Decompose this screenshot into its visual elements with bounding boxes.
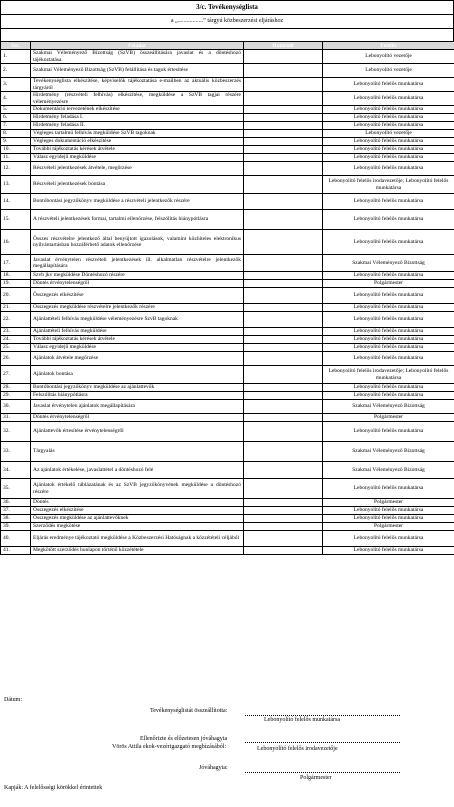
row-responsible: Lebonyolító felelős irodavezetője; Lebonyolító felelős munkatársa xyxy=(323,176,454,194)
row-responsible: Lebonyolító felelős munkatársa xyxy=(323,352,454,366)
row-deadline xyxy=(244,462,323,479)
approved-role: Polgármester xyxy=(300,775,332,781)
row-responsible: Szakmai Véleményező Bizottság xyxy=(323,442,454,462)
table-row xyxy=(1,531,454,547)
row-deadline xyxy=(244,176,323,194)
row-responsible: Lebonyolító felelős munkatársa xyxy=(323,210,454,230)
row-task: Ajánlattételi felhívás megküldése xyxy=(31,328,244,336)
row-number: 32. xyxy=(1,422,31,442)
row-number: 20. xyxy=(1,288,31,304)
row-deadline xyxy=(244,154,323,162)
row-deadline xyxy=(244,130,323,138)
row-task: Hirdetmény feladása II. xyxy=(31,122,244,130)
row-responsible: Lebonyolító felelős irodavezetője; Lebonyolító felelős munkatársa xyxy=(323,366,454,384)
row-deadline xyxy=(244,384,323,392)
table-row xyxy=(1,414,454,422)
row-deadline xyxy=(244,352,323,366)
row-deadline xyxy=(244,312,323,328)
row-number: 40. xyxy=(1,531,31,547)
row-deadline xyxy=(244,414,323,422)
table-row xyxy=(1,384,454,392)
row-deadline xyxy=(244,230,323,255)
row-number: 29. xyxy=(1,392,31,400)
row-task: Hirdetmény (részvételi felhívás) elkészítése, megküldése a SzVB tagjai részére véleményezésre xyxy=(31,92,244,106)
activity-table xyxy=(0,41,454,555)
header-task: Feladat xyxy=(31,42,244,50)
row-number: 30. xyxy=(1,400,31,414)
row-number: 7. xyxy=(1,122,31,130)
compiled-signature-line xyxy=(245,715,400,716)
table-row xyxy=(1,462,454,479)
row-deadline xyxy=(244,114,323,122)
table-row xyxy=(1,507,454,515)
row-deadline xyxy=(244,507,323,515)
row-number: 14. xyxy=(1,194,31,210)
row-responsible: Lebonyolító felelős munkatársa xyxy=(323,154,454,162)
row-number: 37. xyxy=(1,507,31,515)
row-number: 24. xyxy=(1,336,31,344)
row-task: Szvb jkv megküldése Döntéshozó részére xyxy=(31,272,244,280)
row-task: Ajánlatok bontása xyxy=(31,366,244,384)
row-deadline xyxy=(244,336,323,344)
row-number: 8. xyxy=(1,130,31,138)
table-row xyxy=(1,122,454,130)
row-task: Dokumentáció tervezetének elkészítése xyxy=(31,106,244,114)
table-row xyxy=(1,547,454,555)
row-responsible: Lebonyolító felelős munkatársa xyxy=(323,531,454,547)
row-responsible: Lebonyolító felelős munkatársa xyxy=(323,230,454,255)
row-number: 41. xyxy=(1,547,31,555)
row-responsible: Lebonyolító felelős munkatársa xyxy=(323,194,454,210)
row-number: 34. xyxy=(1,462,31,479)
table-row xyxy=(1,194,454,210)
row-deadline xyxy=(244,304,323,312)
row-responsible: Polgármester xyxy=(323,280,454,288)
table-body xyxy=(1,50,454,555)
row-number: 28. xyxy=(1,384,31,392)
signature-footer xyxy=(0,687,454,807)
table-row xyxy=(1,366,454,384)
row-responsible: Lebonyolító felelős munkatársa xyxy=(323,92,454,106)
row-responsible: Lebonyolító felelős munkatársa xyxy=(323,304,454,312)
row-task: Végleges tartalmú felhívás megküldése SzVB tagoknak xyxy=(31,130,244,138)
checked-label-1: Ellenőrizte és előzetesen jóváhagyta xyxy=(140,736,228,742)
checked-role: Lebonyolító felelős irodavezetője xyxy=(257,746,338,752)
row-deadline xyxy=(244,392,323,400)
table-row xyxy=(1,255,454,272)
date-label: Dátum: xyxy=(4,697,22,703)
row-responsible: Polgármester xyxy=(323,499,454,507)
row-number: 3. xyxy=(1,78,31,92)
row-deadline xyxy=(244,531,323,547)
row-task: A részvételi jelentkezések formai, tartalmi ellenőrzése, felszólítás hiánypótlásra xyxy=(31,210,244,230)
checked-signature-line xyxy=(245,742,400,743)
row-responsible: Lebonyolító felelős munkatársa xyxy=(323,384,454,392)
table-row xyxy=(1,304,454,312)
row-responsible: Szakmai Véleményező Bizottság xyxy=(323,255,454,272)
row-task: További tájékoztatás kérések átvétele xyxy=(31,336,244,344)
row-responsible: Lebonyolító felelős munkatársa xyxy=(323,288,454,304)
row-task: Az ajánlatok értékelése, javaslattétel a döntéshozó felé xyxy=(31,462,244,479)
table-row xyxy=(1,106,454,114)
table-row xyxy=(1,162,454,176)
table-row xyxy=(1,328,454,336)
row-deadline xyxy=(244,442,323,462)
header-responsible: Felelős xyxy=(323,42,454,50)
row-responsible: Lebonyolító felelős munkatársa xyxy=(323,272,454,280)
row-number: 25. xyxy=(1,344,31,352)
row-deadline xyxy=(244,194,323,210)
row-number: 35. xyxy=(1,479,31,499)
compiled-label: Tevékenységlistát összeállította: xyxy=(150,708,228,714)
row-deadline xyxy=(244,122,323,130)
row-deadline xyxy=(244,400,323,414)
row-task: Ajánlatok értékelő táblázatának és az SzVB jegyzőkönyvének megküldése a döntéshozó részére xyxy=(31,479,244,499)
row-responsible: Lebonyolító felelős munkatársa xyxy=(323,312,454,328)
row-task: Részvételi jelentkezések átvétele, megőrzése xyxy=(31,162,244,176)
table-row xyxy=(1,523,454,531)
row-deadline xyxy=(244,547,323,555)
row-task: Tárgyalás xyxy=(31,442,244,462)
row-task: Összegezés elkészítése xyxy=(31,288,244,304)
table-row xyxy=(1,288,454,304)
row-task: Megkötött szerződés honlapon történő közzététele xyxy=(31,547,244,555)
document-title: 3/c. Tevékenységlista xyxy=(0,0,454,15)
row-task: Javaslat érvénytelen ajánlatok megállapítására xyxy=(31,400,244,414)
row-deadline xyxy=(244,479,323,499)
row-deadline xyxy=(244,162,323,176)
approved-signature-line xyxy=(245,772,400,773)
table-row xyxy=(1,210,454,230)
row-task: Ajánlattételi felhívás megküldése véleményezésre SzvB tagoknak xyxy=(31,312,244,328)
row-responsible: Lebonyolító felelős munkatársa xyxy=(323,336,454,344)
row-number: 2. xyxy=(1,64,31,78)
row-responsible: Lebonyolító vezetője xyxy=(323,64,454,78)
row-deadline xyxy=(244,210,323,230)
row-responsible: Lebonyolító felelős munkatársa xyxy=(323,422,454,442)
row-deadline xyxy=(244,328,323,336)
row-deadline xyxy=(244,50,323,64)
table-row xyxy=(1,479,454,499)
row-responsible: Lebonyolító felelős munkatársa xyxy=(323,146,454,154)
header-spacer xyxy=(0,29,454,41)
table-row xyxy=(1,515,454,523)
table-row xyxy=(1,50,454,64)
row-deadline xyxy=(244,146,323,154)
row-responsible: Lebonyolító felelős munkatársa xyxy=(323,138,454,146)
row-number: 23. xyxy=(1,328,31,336)
row-responsible: Szakmai Véleményező Bizottság xyxy=(323,400,454,414)
table-row xyxy=(1,64,454,78)
row-responsible: Lebonyolító felelős munkatársa xyxy=(323,122,454,130)
row-deadline xyxy=(244,106,323,114)
row-task: Válasz egyidejű megküldése xyxy=(31,344,244,352)
row-number: 27. xyxy=(1,366,31,384)
row-responsible: Lebonyolító felelős munkatársa xyxy=(323,162,454,176)
row-number: 18. xyxy=(1,272,31,280)
row-deadline xyxy=(244,92,323,106)
table-row xyxy=(1,92,454,106)
compiled-role: Lebonyolító felelős munkatársa xyxy=(264,717,340,723)
row-number: 4. xyxy=(1,92,31,106)
row-responsible: Lebonyolító felelős munkatársa xyxy=(323,547,454,555)
row-deadline xyxy=(244,515,323,523)
row-number: 33. xyxy=(1,442,31,462)
row-number: 39. xyxy=(1,523,31,531)
row-task: További tájékoztatás kérések átvétele xyxy=(31,146,244,154)
table-row xyxy=(1,442,454,462)
header-number: Ssz. xyxy=(1,42,31,50)
row-task: Összegezés elkészítése xyxy=(31,507,244,515)
table-row xyxy=(1,230,454,255)
table-row xyxy=(1,138,454,146)
row-number: 5. xyxy=(1,106,31,114)
table-row xyxy=(1,344,454,352)
row-number: 22. xyxy=(1,312,31,328)
row-deadline xyxy=(244,255,323,272)
row-number: 11. xyxy=(1,154,31,162)
row-number: 1. xyxy=(1,50,31,64)
distribution-label: Kapják: A felelősségi körökkel érintettek xyxy=(4,785,103,791)
table-row xyxy=(1,78,454,92)
row-responsible: Lebonyolító felelős munkatársa xyxy=(323,392,454,400)
row-deadline xyxy=(244,366,323,384)
row-deadline xyxy=(244,78,323,92)
row-number: 31. xyxy=(1,414,31,422)
table-row xyxy=(1,392,454,400)
checked-label-2: Vörös Attila ekok-vezérigazgató megbízásából: xyxy=(112,744,227,750)
row-deadline xyxy=(244,344,323,352)
row-number: 13. xyxy=(1,176,31,194)
row-task: Szakmai Véleményező Bizottság (SzVB) felállítása és tagok értesítése xyxy=(31,64,244,78)
row-task: Összegezés megküldése az ajánlattevőknek xyxy=(31,515,244,523)
approved-label: Jóváhagyta: xyxy=(199,765,228,771)
row-task: Tevékenységlista elkészítése, képviselők tájékoztatása e-mailben az aktuális közbeszerzés tárgyáról xyxy=(31,78,244,92)
table-row xyxy=(1,176,454,194)
row-task: Döntés érvénytelenségről xyxy=(31,414,244,422)
row-responsible: Lebonyolító felelős munkatársa xyxy=(323,328,454,336)
row-task: Szakmai Véleményező Bizottság (SzVB) összeállítására javaslat és a döntéshozó tájékoztatása xyxy=(31,50,244,64)
row-task: Ajánlattevők értesítése érvénytelenségről xyxy=(31,422,244,442)
row-deadline xyxy=(244,64,323,78)
row-deadline xyxy=(244,499,323,507)
row-number: 26. xyxy=(1,352,31,366)
row-task: Javaslat érvénytelen részvételi jelentkezések ill. alkalmatlan részvételre jelentkezők megállapítására xyxy=(31,255,244,272)
row-task: Eljárás eredménye tájékoztató megküldése a Közbeszerzési Hatóságnak a közzétételi céljából xyxy=(31,531,244,547)
table-row xyxy=(1,114,454,122)
table-row xyxy=(1,336,454,344)
row-responsible: Szakmai Véleményező Bizottság xyxy=(323,462,454,479)
row-task: Ajánlatok átvétele megőrzése xyxy=(31,352,244,366)
table-row xyxy=(1,422,454,442)
row-deadline xyxy=(244,422,323,442)
row-number: 6. xyxy=(1,114,31,122)
table-row xyxy=(1,146,454,154)
table-row xyxy=(1,272,454,280)
row-task: Döntés xyxy=(31,499,244,507)
row-task: Végleges dokumentáció elkészítése xyxy=(31,138,244,146)
table-header-row xyxy=(1,42,454,50)
row-responsible: Lebonyolító felelős munkatársa xyxy=(323,344,454,352)
row-responsible: Lebonyolító felelős munkatársa xyxy=(323,106,454,114)
row-number: 38. xyxy=(1,515,31,523)
row-responsible: Lebonyolító felelős munkatársa xyxy=(323,515,454,523)
row-number: 17. xyxy=(1,255,31,272)
table-row xyxy=(1,312,454,328)
row-responsible: Lebonyolító vezetője xyxy=(323,50,454,64)
row-task: Bontóbontási jegyzőkönyv megküldése a részvételi jelentkezők részére xyxy=(31,194,244,210)
row-number: 19. xyxy=(1,280,31,288)
row-deadline xyxy=(244,272,323,280)
row-number: 9. xyxy=(1,138,31,146)
row-task: Összes részvételre jelentkező által benyújtott igazolások, valamint közhiteles elektronikus nyilvántartásban hozzáférhető adatok ellenőrzése xyxy=(31,230,244,255)
table-row xyxy=(1,400,454,414)
row-number: 16. xyxy=(1,230,31,255)
row-task: Döntés érvénytelenségről xyxy=(31,280,244,288)
row-deadline xyxy=(244,280,323,288)
table-row xyxy=(1,499,454,507)
row-task: Összegezés megküldése részvételre jelentkezők részére xyxy=(31,304,244,312)
header-deadline: Határidő xyxy=(244,42,323,50)
row-task: Részvételi jelentkezések bontása xyxy=(31,176,244,194)
row-deadline xyxy=(244,523,323,531)
row-number: 10. xyxy=(1,146,31,154)
row-task: Bontóbontási jegyzőkönyv megküldése az ajánlattevők xyxy=(31,384,244,392)
row-task: Szerződés megkötése xyxy=(31,523,244,531)
row-deadline xyxy=(244,288,323,304)
row-responsible: Lebonyolító felelős munkatársa xyxy=(323,507,454,515)
row-number: 21. xyxy=(1,304,31,312)
table-row xyxy=(1,280,454,288)
row-number: 12. xyxy=(1,162,31,176)
row-task: Hirdetmény feladása I. xyxy=(31,114,244,122)
table-row xyxy=(1,352,454,366)
row-responsible: Lebonyolító felelős munkatársa xyxy=(323,479,454,499)
row-number: 15. xyxy=(1,210,31,230)
row-responsible: Lebonyolító vezetője xyxy=(323,130,454,138)
row-responsible: Lebonyolító felelős munkatársa xyxy=(323,78,454,92)
document-subtitle: a „.................” tárgyú közbeszerzési eljáráshoz xyxy=(0,14,454,29)
table-row xyxy=(1,154,454,162)
row-task: Válasz egyidejű megküldése xyxy=(31,154,244,162)
table-row xyxy=(1,130,454,138)
row-number: 36. xyxy=(1,499,31,507)
row-responsible: Lebonyolító felelős munkatársa xyxy=(323,114,454,122)
row-task: Felszólítás hiánypótlásra xyxy=(31,392,244,400)
row-responsible: Polgármester xyxy=(323,523,454,531)
row-responsible: Polgármester xyxy=(323,414,454,422)
row-deadline xyxy=(244,138,323,146)
